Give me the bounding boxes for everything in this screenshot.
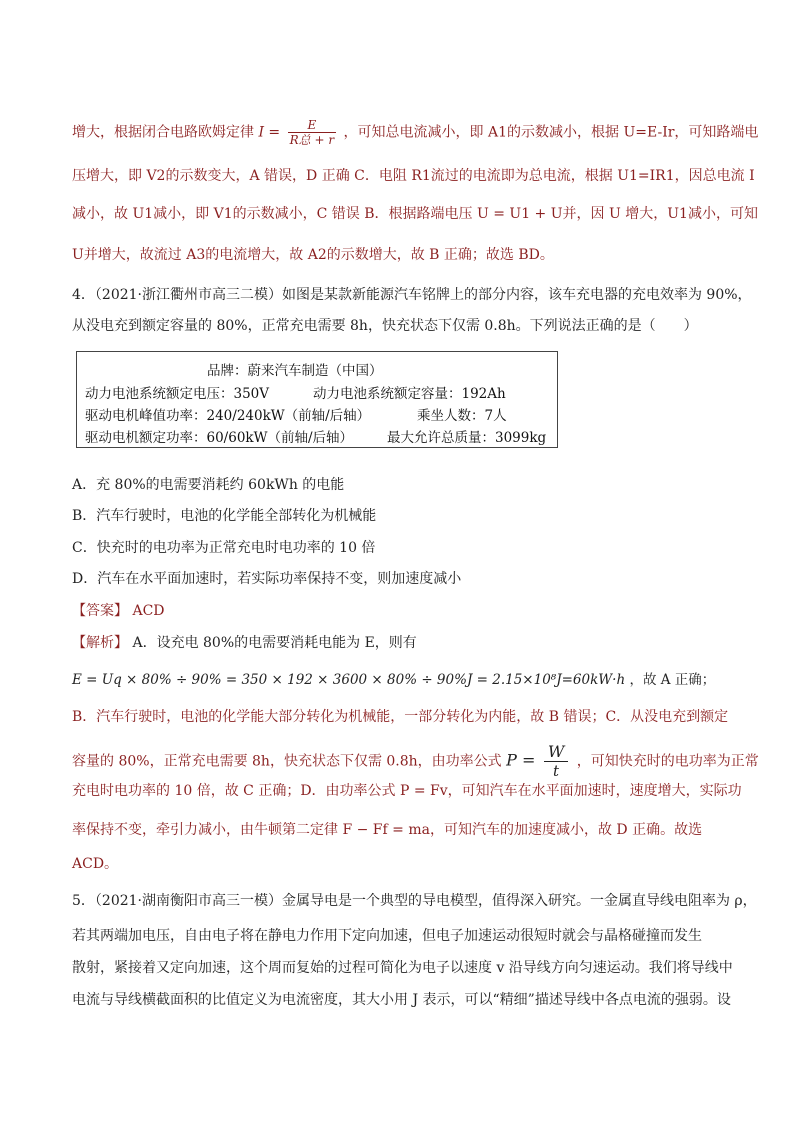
prev-solution-line-1 bbox=[72, 118, 758, 147]
energy-formula: E = Uq × 80% ÷ 90% = 350 × 192 × 3600 × 80% ÷ 90%J = 2.15×10⁸J=60kW·h bbox=[72, 672, 626, 688]
fraction-denominator: t bbox=[553, 762, 560, 780]
fraction-numerator: E bbox=[288, 118, 336, 133]
question-4-line-1: 4．（2021·浙江衢州市高三二模）如图是某款新能源汽车铭牌上的部分内容，该车充电器的充电效率为 90%， bbox=[72, 287, 752, 303]
analysis-label: 【解析】 bbox=[72, 635, 128, 651]
analysis-line-5: 充电时电功率的 10 倍，故 C 正确；D．由功率公式 P = Fv，可知汽车在水平面加速时，速度增大，实际功 bbox=[72, 783, 742, 799]
nameplate-rated-capacity: 动力电池系统额定容量：192Ah bbox=[313, 386, 506, 402]
analysis-line-1 bbox=[72, 632, 417, 652]
option-a: A．充 80%的电需要消耗约 60kWh 的电能 bbox=[72, 477, 345, 493]
nameplate-title: 品牌：蔚来汽车制造（中国） bbox=[207, 363, 383, 379]
prev-solution-line-4: U并增大，故流过 A3的电流增大，故 A2的示数增大，故 B 正确；故选 BD。 bbox=[72, 247, 554, 263]
option-b: B．汽车行驶时，电池的化学能全部转化为机械能 bbox=[72, 508, 377, 524]
nameplate-passengers: 乘坐人数：7人 bbox=[417, 408, 507, 424]
option-c: C．快充时的电功率为正常充电时电功率的 10 倍 bbox=[72, 540, 376, 556]
prev-solution-text: 增大，根据闭合电路欧姆定律 bbox=[72, 124, 254, 141]
analysis-line-4 bbox=[72, 743, 759, 780]
ohm-law-formula-lhs: I = bbox=[258, 124, 281, 141]
prev-solution-line-2: 压增大，即 V2的示数变大，A 错误，D 正确 C．电阻 R1流过的电流即为总电流，根据 U1=IR1，因总电流 I bbox=[72, 168, 755, 184]
question-4-line-2: 从没电充到额定容量的 80%，正常充电需要 8h，快充状态下仅需 0.8h。下列说法正确的是（ ） bbox=[72, 318, 698, 334]
prev-solution-line-3: 减小，故 U1减小，即 V1的示数减小，C 错误 B．根据路端电压 U = U1 + U并，因 U 增大，U1减小，可知 bbox=[72, 206, 758, 222]
nameplate-rated-power: 驱动电机额定功率：60/60kW（前轴/后轴） bbox=[85, 430, 354, 446]
prev-solution-text: ，可知总电流减小，即 A1的示数减小，根据 U=E-Ir，可知路端电 bbox=[343, 124, 759, 141]
analysis-line-2 bbox=[72, 668, 715, 688]
analysis-line-6: 率保持不变，牵引力减小，由牛顿第二定律 F − Ff = ma，可知汽车的加速度减小，故 D 正确。故选 bbox=[72, 822, 703, 838]
option-d: D．汽车在水平面加速时，若实际功率保持不变，则加速度减小 bbox=[72, 571, 462, 587]
analysis-line-3: B．汽车行驶时，电池的化学能大部分转化为机械能，一部分转化为内能，故 B 错误；C．从没电充到额定 bbox=[72, 709, 729, 725]
question-5-line-3: 散射，紧接着又定向加速，这个周而复始的过程可简化为电子以速度 v 沿导线方向匀速运动。我们将导线中 bbox=[72, 960, 733, 976]
nameplate-peak-power: 驱动电机峰值功率：240/240kW（前轴/后轴） bbox=[85, 408, 371, 424]
power-formula-lhs: P = bbox=[506, 750, 536, 770]
analysis-text: A．设充电 80%的电需要消耗电能为 E，则有 bbox=[132, 635, 417, 651]
question-5-line-4: 电流与导线横截面积的比值定义为电流密度，其大小用 J 表示，可以“精细”描述导线中各点电流的强弱。设 bbox=[72, 992, 731, 1008]
analysis-text: ，故 A 正确； bbox=[629, 672, 716, 688]
analysis-text: 容量的 80%，正常充电需要 8h，快充状态下仅需 0.8h，由功率公式 bbox=[72, 753, 502, 770]
fraction-denominator: R总 + r bbox=[289, 133, 335, 147]
answer-label: 【答案】 bbox=[72, 603, 128, 619]
fraction-numerator: W bbox=[544, 743, 568, 762]
analysis-text: ，可知快充时的电功率为正常 bbox=[576, 753, 759, 770]
ohm-law-fraction bbox=[288, 118, 336, 147]
question-5-line-2: 若其两端加电压，自由电子将在静电力作用下定向加速，但电子加速运动很短时就会与晶格碰撞而发生 bbox=[72, 928, 702, 944]
power-formula-fraction bbox=[544, 743, 568, 780]
analysis-line-7: ACD。 bbox=[72, 856, 119, 872]
answer-line bbox=[72, 600, 165, 620]
nameplate-max-mass: 最大允许总质量：3099kg bbox=[387, 430, 547, 446]
nameplate-rated-voltage: 动力电池系统额定电压：350V bbox=[85, 386, 270, 402]
answer-value: ACD bbox=[132, 603, 165, 619]
nameplate-table bbox=[76, 351, 558, 448]
question-5-line-1: 5．（2021·湖南衡阳市高三一模）金属导电是一个典型的导电模型，值得深入研究。一金属直导线电阻率为 ρ， bbox=[72, 893, 757, 909]
